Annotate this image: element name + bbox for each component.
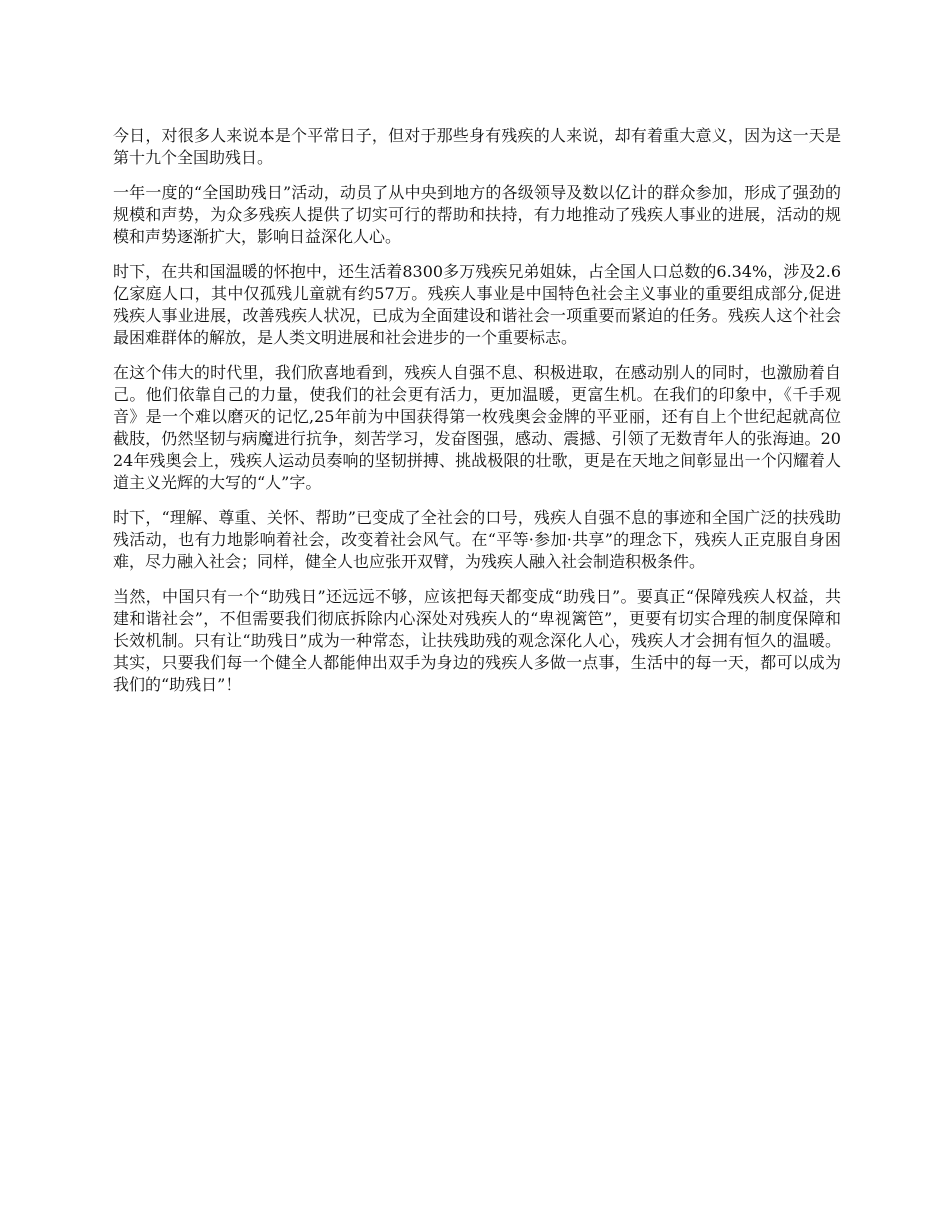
paragraph-4: 在这个伟大的时代里，我们欣喜地看到，残疾人自强不息、积极进取，在感动别人的同时，也激励着自己。他们依靠自己的力量，使我们的社会更有活力，更加温暖，更富生机。在我们的印象中，《千手观音》是一个难以磨灭的记忆,25年前为中国获得第一枚残奥会金牌的平亚丽，还有自上个世纪起就高位截肢，仍然坚韧与病魔进行抗争，刻苦学习，发奋图强，感动、震撼、引领了无数青年人的张海迪。2024年残奥会上，残疾人运动员奏响的坚韧拼搏、挑战极限的壮歌，更是在天地之间彰显出一个闪耀着人道主义光辉的大写的“人”字。 xyxy=(113,363,841,492)
paragraph-2: 一年一度的“全国助残日”活动，动员了从中央到地方的各级领导及数以亿计的群众参加，形成了强劲的规模和声势，为众多残疾人提供了切实可行的帮助和扶持，有力地推动了残疾人事业的进展，活动的规模和声势逐渐扩大，影响日益深化人心。 xyxy=(113,183,841,246)
paragraph-6: 当然，中国只有一个“助残日”还远远不够，应该把每天都变成“助残日”。要真正“保障残疾人权益，共建和谐社会”，不但需要我们彻底拆除内心深处对残疾人的“卑视篱笆”，更要有切实合理的制度保障和长效机制。只有让“助残日”成为一种常态，让扶残助残的观念深化人心，残疾人才会拥有恒久的温暖。其实，只要我们每一个健全人都能伸出双手为身边的残疾人多做一点事，生活中的每一天，都可以成为我们的“助残日”！ xyxy=(113,587,841,694)
article-body xyxy=(113,125,841,709)
paragraph-5: 时下，“理解、尊重、关怀、帮助”已变成了全社会的口号，残疾人自强不息的事迹和全国广泛的扶残助残活动，也有力地影响着社会，改变着社会风气。在“平等·参加·共享”的理念下，残疾人正克服自身困难，尽力融入社会；同样，健全人也应张开双臂，为残疾人融入社会制造积极条件。 xyxy=(113,508,841,571)
paragraph-3: 时下，在共和国温暖的怀抱中，还生活着8300多万残疾兄弟姐妹，占全国人口总数的6.34%，涉及2.6亿家庭人口，其中仅孤残儿童就有约57万。残疾人事业是中国特色社会主义事业的重要组成部分,促进残疾人事业进展，改善残疾人状况，已成为全面建设和谐社会一项重要而紧迫的任务。残疾人这个社会最困难群体的解放，是人类文明进展和社会进步的一个重要标志。 xyxy=(113,262,841,347)
paragraph-1: 今日，对很多人来说本是个平常日子，但对于那些身有残疾的人来说，却有着重大意义，因为这一天是第十九个全国助残日。 xyxy=(113,126,841,167)
